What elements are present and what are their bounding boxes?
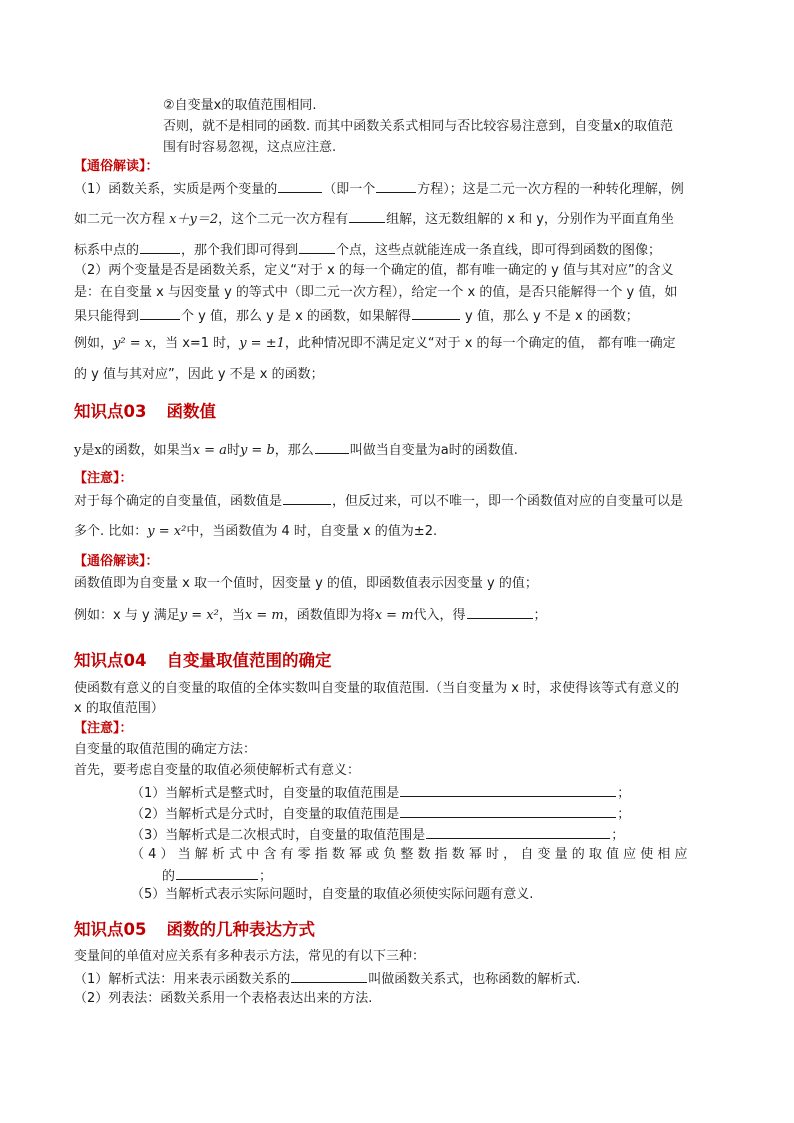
- note-tag: 【注意】：: [74, 471, 133, 486]
- text-line: 例如：x 与 y 满足y = x²，当x = m，函数值即为将x = m代入，得 ；: [74, 605, 547, 625]
- text-line: （1）函数关系，实质是两个变量的 （即一个 方程）；这是二元一次方程的一种转化理解，例: [74, 179, 684, 199]
- text-line: 围有时容易忽视，这点应注意.: [163, 140, 337, 155]
- fill-blank[interactable]: [400, 804, 616, 818]
- note-tag: 【通俗解读】：: [74, 159, 159, 174]
- fill-blank[interactable]: [426, 825, 610, 839]
- text-line: 自变量的取值范围的确定方法：: [74, 742, 257, 757]
- fill-blank[interactable]: [140, 240, 180, 254]
- text-line: 如二元一次方程 x＋y＝2，这个二元一次方程有 组解，这无数组解的 x 和 y，分别作为平面直角坐: [74, 209, 674, 229]
- text-line: 的 y 值与其对应”，因此 y 不是 x 的函数；: [74, 367, 324, 382]
- text-line: 变量间的单值对应关系有多种表示方法，常见的有以下三种：: [74, 949, 426, 964]
- fill-blank[interactable]: [376, 179, 416, 193]
- note-tag: 【通俗解读】：: [74, 554, 159, 569]
- text-line: 使函数有意义的自变量的取值的全体实数叫自变量的取值范围.（当自变量为 x 时，求使得该等式有意义的: [74, 681, 680, 696]
- text-line: 否则，就不是相同的函数. 而其中函数关系式相同与否比较容易注意到，自变量x的取值范: [163, 119, 673, 134]
- text-line: （1）解析式法：用来表示函数关系的 叫做函数关系式，也称函数的解析式.: [74, 969, 580, 989]
- fill-blank[interactable]: [315, 440, 349, 454]
- text-line: 函数值即为自变量 x 取一个值时，因变量 y 的值，即函数值表示因变量 y 的值；: [74, 576, 538, 591]
- text-line: （3）当解析式是二次根式时，自变量的取值范围是 ；: [131, 825, 624, 845]
- text-line: 的 ；: [162, 866, 272, 886]
- text-line: x 的取值范围）: [74, 701, 164, 716]
- text-line: （2）两个变量是否是函数关系，定义“对于 x 的每一个确定的值，都有唯一确定的 y 值与其对应”的含义: [74, 263, 674, 278]
- text-line: （2）当解析式是分式时，自变量的取值范围是 ；: [131, 804, 630, 824]
- text-line: 果只能得到 个 y 值，那么 y 是 x 的函数，如果解得 y 值，那么 y 不是 x 的函数；: [74, 306, 639, 326]
- fill-blank[interactable]: [412, 306, 460, 320]
- text-line: （2）列表法：函数关系用一个表格表达出来的方法.: [74, 991, 373, 1006]
- text-line: 对于每个确定的自变量值，函数值是 ，但反过来，可以不唯一，即一个函数值对应的自变量可以是: [74, 491, 683, 511]
- text-line: （1）当解析式是整式时，自变量的取值范围是 ；: [131, 783, 630, 803]
- text-line: 首先，要考虑自变量的取值必须使解析式有意义：: [74, 763, 361, 778]
- text-line: ②自变量x的取值范围相同.: [163, 98, 317, 113]
- fill-blank[interactable]: [278, 179, 322, 193]
- section-heading: 知识点05 函数的几种表达方式: [74, 920, 315, 939]
- fill-blank[interactable]: [291, 969, 367, 983]
- text-line: 例如，y² = x，当 x=1 时，y = ±1，此种情况即不满足定义“对于 x 的每一个确定的值， 都有唯一确定: [74, 336, 676, 351]
- note-tag: 【注意】：: [74, 721, 133, 736]
- fill-blank[interactable]: [176, 866, 258, 880]
- text-line: 是：在自变量 x 与因变量 y 的等式中（即二元一次方程），给定一个 x 的值，是否只能解得一个 y 值，如: [74, 285, 678, 300]
- text-line: y是x的函数，如果当x = a时y = b，那么 叫做当自变量为a时的函数值.: [74, 440, 518, 460]
- text-line: （5）当解析式表示实际问题时，自变量的取值必须使实际问题有意义.: [131, 887, 534, 902]
- fill-blank[interactable]: [299, 240, 335, 254]
- section-heading: 知识点04 自变量取值范围的确定: [74, 651, 332, 670]
- fill-blank[interactable]: [400, 783, 616, 797]
- fill-blank[interactable]: [140, 306, 180, 320]
- text-line: 标系中点的 ，那个我们即可得到 个点，这些点就能连成一条直线，即可得到函数的图像；: [74, 240, 661, 260]
- fill-blank[interactable]: [349, 209, 385, 223]
- fill-blank[interactable]: [283, 491, 331, 505]
- fill-blank[interactable]: [467, 605, 533, 619]
- text-line: （ 4 ） 当 解 析 式 中 含 有 零 指 数 幂 或 负 整 数 指 数 幂 时 ， 自 变 量 的 取 值 应 使 相 应: [131, 847, 688, 862]
- section-heading: 知识点03 函数值: [74, 402, 216, 421]
- text-line: 多个. 比如：y = x²中，当函数值为 4 时，自变量 x 的值为±2.: [74, 524, 438, 539]
